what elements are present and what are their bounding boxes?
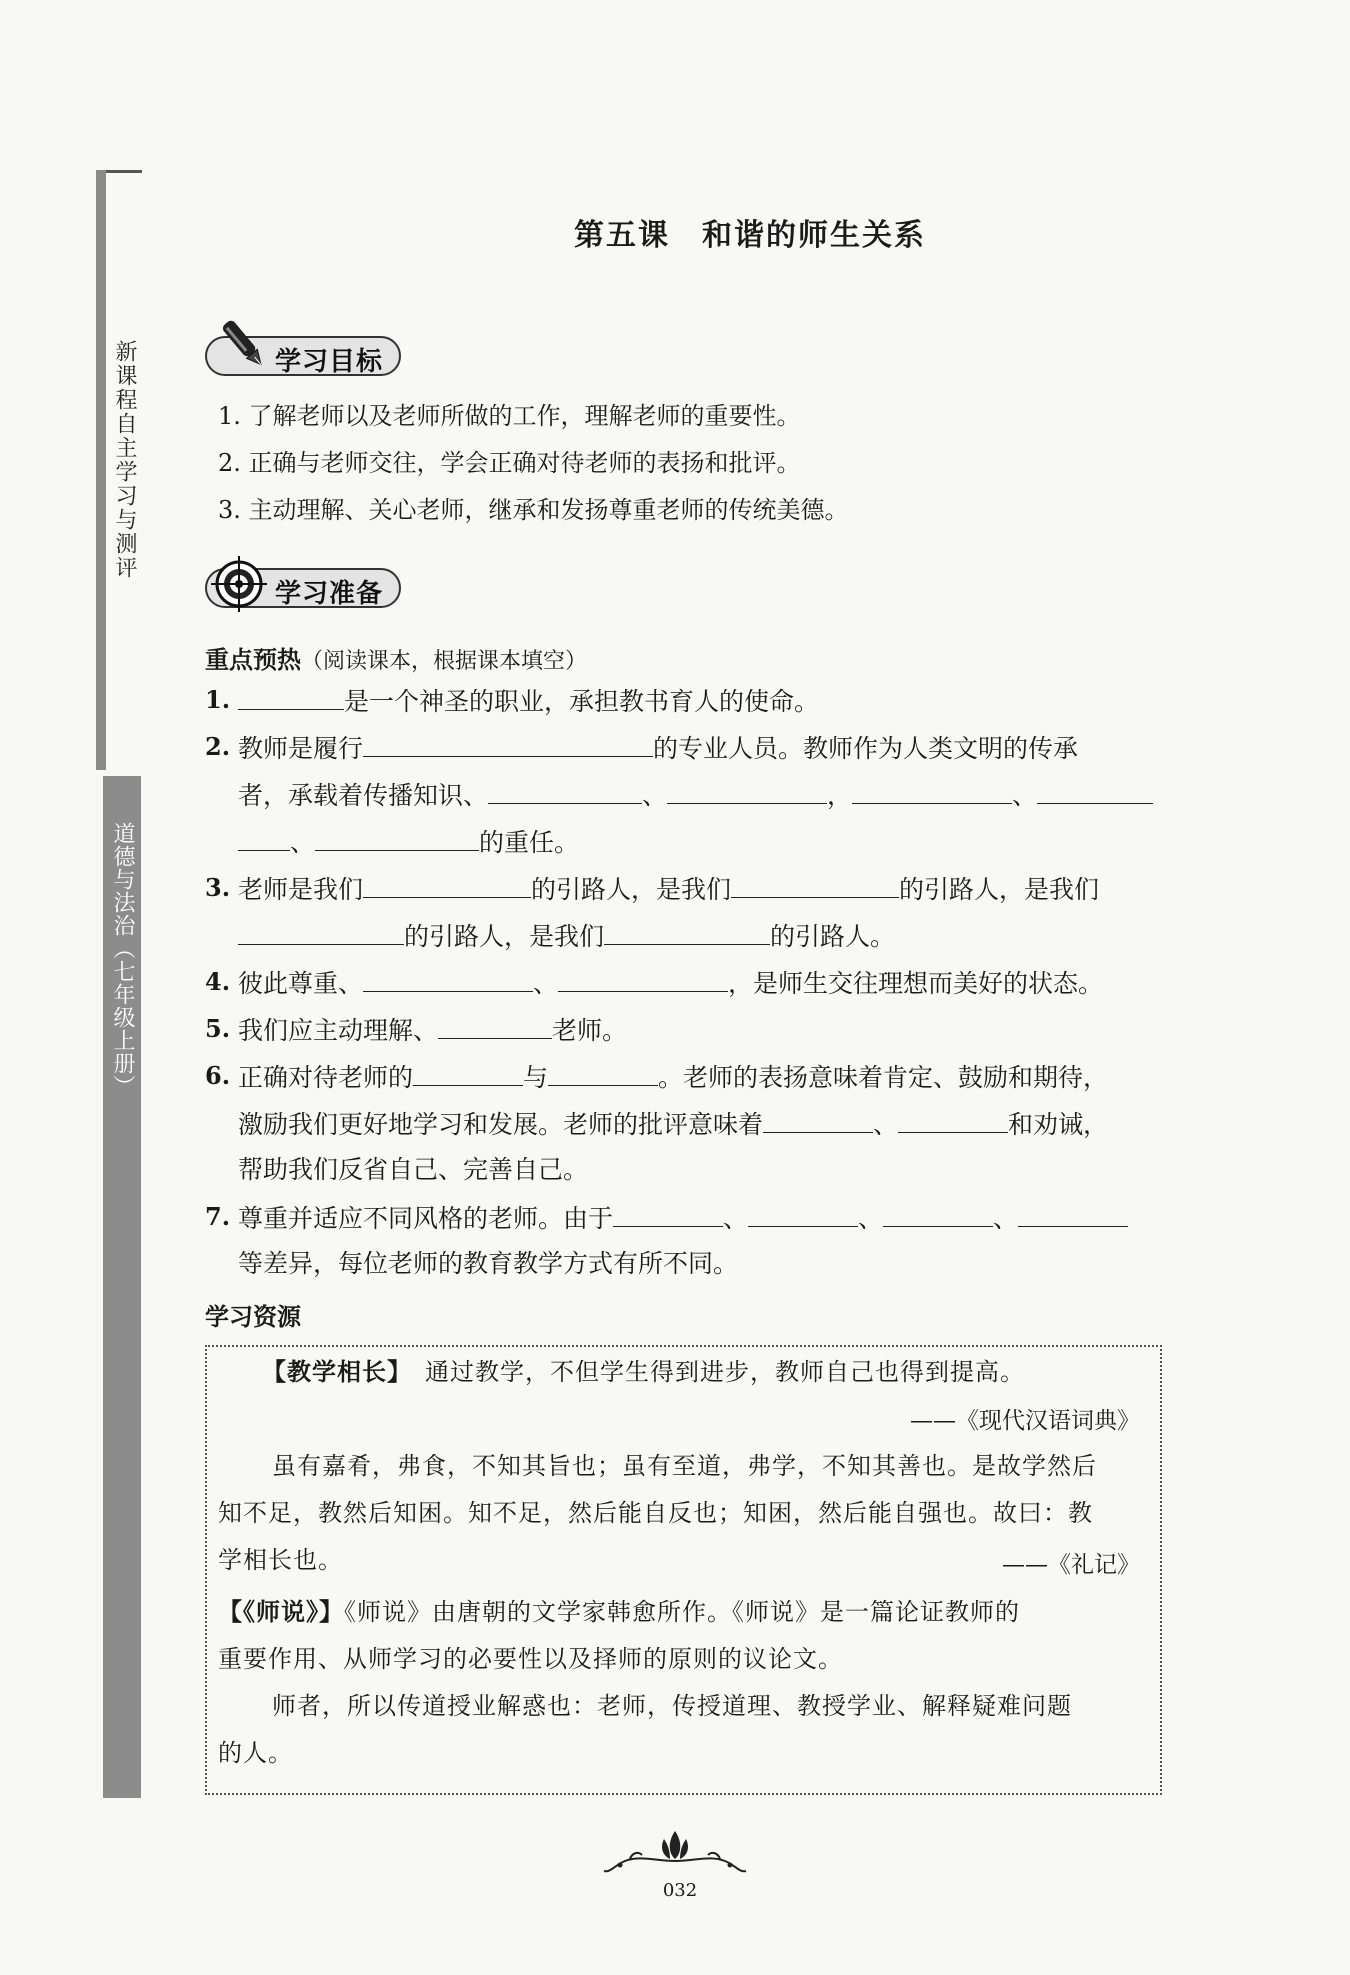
question-3: 老师是我们 的引路人，是我们 的引路人，是我们 [238, 871, 1099, 907]
citation: ——《礼记》 [1002, 1552, 1140, 1578]
prep-badge-label: 学习准备 [275, 579, 384, 609]
resource-line: 【教学相长】 通过教学，不但学生得到进步，教师自己也得到提高。 [262, 1358, 1025, 1386]
answer-blank[interactable] [363, 730, 653, 757]
answer-blank[interactable] [238, 683, 344, 710]
preheat-note: （阅读课本，根据课本填空） [301, 649, 588, 674]
answer-blank[interactable] [438, 1012, 552, 1039]
target-icon [211, 556, 267, 612]
question-2-line2: 者，承载着传播知识、 、 ， 、 [238, 777, 1153, 813]
question-5: 我们应主动理解、 老师。 [238, 1012, 627, 1048]
pen-icon [215, 316, 275, 372]
prep-badge [205, 568, 401, 608]
answer-blank[interactable] [413, 1059, 523, 1086]
question-2-line3: 、 的重任。 [238, 824, 579, 860]
question-7: 尊重并适应不同风格的老师。由于 、 、 、 [238, 1200, 1128, 1236]
preheat-title: 重点预热 [205, 646, 301, 674]
lesson-title: 第五课 和谐的师生关系 [574, 218, 926, 253]
resource-line: 知不足，教然后知困。知不足，然后能自反也；知困，然后能自强也。故曰：教 [218, 1499, 1093, 1527]
question-4: 彼此尊重、 、 ，是师生交往理想而美好的状态。 [238, 965, 1103, 1001]
resource-line: 【《师说》】《师说》由唐朝的文学家韩愈所作。《师说》是一篇论证教师的 [218, 1598, 1020, 1626]
answer-blank[interactable] [748, 1200, 858, 1227]
question-number: 7. [205, 1202, 231, 1231]
answer-blank[interactable] [548, 1059, 658, 1086]
resource-line: 师者，所以传道授业解惑也：老师，传授道理、教授学业、解释疑难问题 [272, 1692, 1072, 1720]
answer-blank[interactable] [238, 918, 404, 945]
answer-blank[interactable] [852, 777, 1012, 804]
answer-blank[interactable] [558, 965, 728, 992]
goal-item: 2. 正确与老师交往，学会正确对待老师的表扬和批评。 [218, 449, 801, 477]
question-6: 正确对待老师的 与 。老师的表扬意味着肯定、鼓励和期待， [238, 1059, 1108, 1095]
question-6-line2: 激励我们更好地学习和发展。老师的批评意味着 、 和劝诫， [238, 1106, 1108, 1142]
answer-blank[interactable] [1037, 777, 1153, 804]
subject-label: 道德与法治（七年级上册） [110, 822, 135, 1098]
question-6-line3: 帮助我们反省自己、完善自己。 [238, 1155, 589, 1184]
answer-blank[interactable] [898, 1106, 1008, 1133]
page-number: 032 [662, 1880, 698, 1901]
answer-blank[interactable] [883, 1200, 993, 1227]
goal-item: 1. 了解老师以及老师所做的工作，理解老师的重要性。 [218, 402, 801, 430]
answer-blank[interactable] [363, 965, 533, 992]
answer-blank[interactable] [488, 777, 642, 804]
answer-blank[interactable] [613, 1200, 723, 1227]
goal-item: 3. 主动理解、关心老师，继承和发扬尊重老师的传统美德。 [218, 496, 849, 524]
question-number: 1. [205, 685, 231, 714]
question-1: 是一个神圣的职业，承担教书育人的使命。 [238, 683, 819, 719]
flourish-ornament-icon [600, 1825, 750, 1881]
resources-heading: 学习资源 [205, 1303, 301, 1331]
answer-blank[interactable] [604, 918, 770, 945]
side-rule [100, 170, 142, 173]
question-3-line2: 的引路人，是我们 的引路人。 [238, 918, 895, 954]
question-number: 3. [205, 873, 231, 902]
answer-blank[interactable] [315, 824, 479, 851]
question-number: 5. [205, 1014, 231, 1043]
goals-badge-label: 学习目标 [275, 347, 384, 377]
question-2: 教师是履行 的专业人员。教师作为人类文明的传承 [238, 730, 1078, 766]
resource-line: 虽有嘉肴，弗食，不知其旨也；虽有至道，弗学，不知其善也。是故学然后 [272, 1452, 1097, 1480]
answer-blank[interactable] [363, 871, 531, 898]
resource-line: 重要作用、从师学习的必要性以及择师的原则的议论文。 [218, 1645, 843, 1673]
answer-blank[interactable] [1018, 1200, 1128, 1227]
citation: ——《现代汉语词典》 [910, 1408, 1140, 1434]
resource-line: 学相长也。 [218, 1546, 343, 1574]
question-number: 2. [205, 732, 231, 761]
answer-blank[interactable] [731, 871, 899, 898]
question-number: 6. [205, 1061, 231, 1090]
answer-blank[interactable] [667, 777, 827, 804]
preheat-heading [205, 640, 587, 675]
book-title: 新课程自主学习与测评 [112, 340, 137, 580]
answer-blank[interactable] [238, 824, 290, 851]
question-number: 4. [205, 967, 231, 996]
answer-blank[interactable] [763, 1106, 873, 1133]
question-7-line2: 等差异，每位老师的教育教学方式有所不同。 [238, 1249, 739, 1278]
resource-line: 的人。 [218, 1739, 293, 1767]
side-bar-upper [96, 170, 106, 770]
goals-badge [205, 336, 401, 376]
